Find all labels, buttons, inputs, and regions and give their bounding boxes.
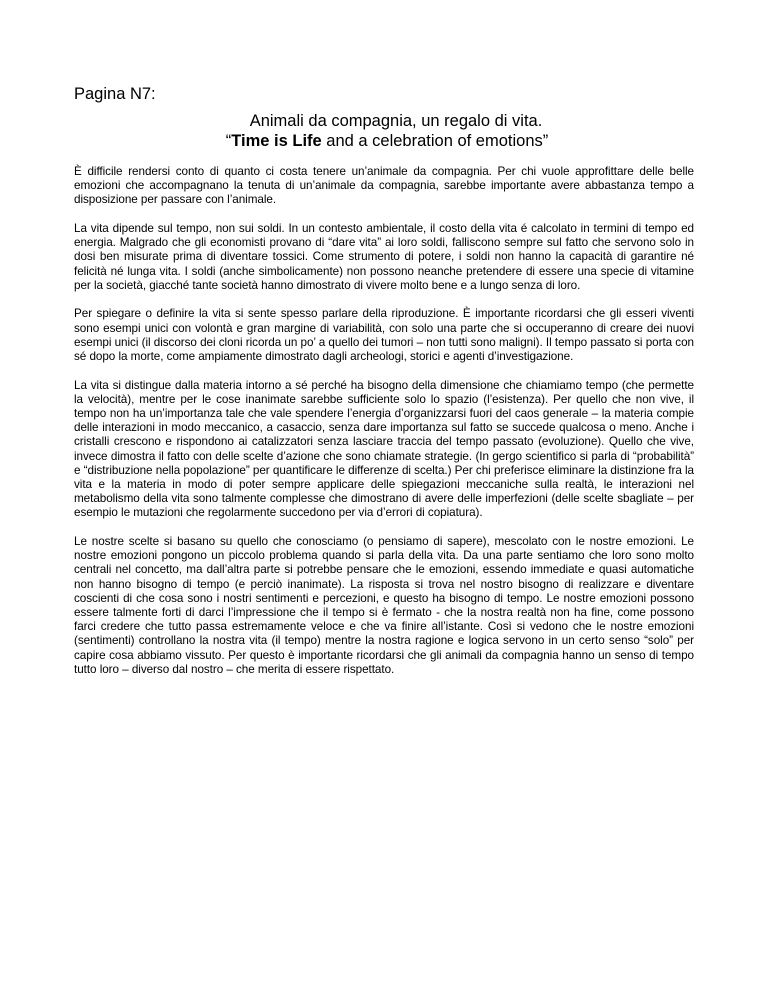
paragraph-5: Le nostre scelte si basano su quello che conosciamo (o pensiamo di sapere), mescolato con le nostre emozioni. Le nostre emozioni pongono un piccolo problema quando si parla della vita. Da una parte sentiamo che loro sono molto centrali nel concetto, ma dall’altra parte si potrebbe pensare che le emozioni, essendo immediate e quasi automatiche non hanno bisogno di tempo (e perciò inanimate). La risposta si trova nel nostro bisogno di realizzare e diventare coscienti di che cosa sono i nostri sentimenti e percezioni, e questo ha bisogno di tempo. Le nostre emozioni possono essere talmente forti di darci l’impressione che il tempo si è fermato - che la nostra realtà non ha fine, come possono farci credere che tutto passa estremamente veloce e che va finire all’istante. Così si vedono che le nostre emozioni (sentimenti) controllano la nostra vita (il tempo) mentre la nostra ragione e logica servono in un certo senso “solo” per capire cosa abbiamo vissuto. Per questo è importante ricordarsi che gli animali da compagnia hanno un senso di tempo tutto loro – diverso dal nostro – che merita di essere rispettato.	[74, 535, 694, 676]
title-open-quote: “	[225, 132, 232, 150]
title-line-2	[80, 131, 694, 151]
title-block	[74, 111, 694, 151]
paragraph-4: La vita si distingue dalla materia intorno a sé perché ha bisogno della dimensione che chiamiamo tempo (che permette la velocità), mentre per le cose inanimate sarebbe sufficiente solo lo spazio (l’esistenza). Per quello che non vive, il tempo non ha un’importanza tale che vale spendere l’energia d’organizzarsi fuori del caos generale – la materia compie delle interazioni in modo meccanico, a casaccio, senza dare importanza sul fatto se succede qualcosa o meno. Anche i cristalli crescono e rispondono ai catalizzatori senza lasciare traccia del tempo passato (evoluzione). Quello che vive, invece dimostra il fatto con delle scelte d’azione che sono chiamate strategie. (In gergo scientifico si parla di “probabilità” e “distribuzione nella popolazione” per quantificare le differenze di scelta.) Per chi preferisce eliminare la distinzione fra la vita e la materia in modo di poter sempre applicare delle spiegazioni meccaniche sulla realtà, le interazioni nel metabolismo della vita sono talmente complesse che dimostrano di avere delle imperfezioni (delle scelte sbagliate – per esempio le mutazioni che regolarmente succedono per via d’errori di copiatura).	[74, 378, 694, 520]
paragraph-2: La vita dipende sul tempo, non sui soldi. In un contesto ambientale, il costo della vita é calcolato in termini di tempo ed energia. Malgrado che gli economisti provano di “dare vita” ai loro soldi, falliscono sempre sul fatto che servono solo in dosi ben misurate prima di diventare tossici. Come strumento di potere, i soldi non hanno la capacità di garantire né felicità né lunga vita. I soldi (anche simbolicamente) non possono neanche pretendere di essere una specie di vitamine per la società, giacché tante società hanno dimostrato di vivere molto bene e a lungo senza di loro.	[74, 222, 694, 292]
paragraph-1: È difficile rendersi conto di quanto ci costa tenere un’animale da compagnia. Per chi vuole approfittare delle belle emozioni che accompagnano la tenuta di un’animale da compagnia, sarebbe importante avere abbastanza tempo a disposizione per passare con l’animale.	[74, 165, 694, 207]
paragraph-3: Per spiegare o definire la vita si sente spesso parlare della riproduzione. È importante ricordarsi che gli esseri viventi sono esempi unici con volontà e gran margine di variabilità, con solo una parte che si occuperanno di creare dei nuovi esempi unici (il discorso dei cloni ricorda un po’ a quello dei tumori – non tutti sono maligni). Il tempo passato si porta con sé dopo la morte, come ampiamente dimostrato dagli archeologi, storici e agenti d’investigazione.	[74, 307, 694, 364]
page-label: Pagina N7:	[74, 85, 156, 103]
title-rest: and a celebration of emotions”	[321, 132, 549, 150]
document-page	[74, 84, 694, 691]
title-line-1: Animali da compagnia, un regalo di vita.	[249, 112, 543, 130]
title-bold-phrase: Time is Life	[231, 132, 322, 150]
